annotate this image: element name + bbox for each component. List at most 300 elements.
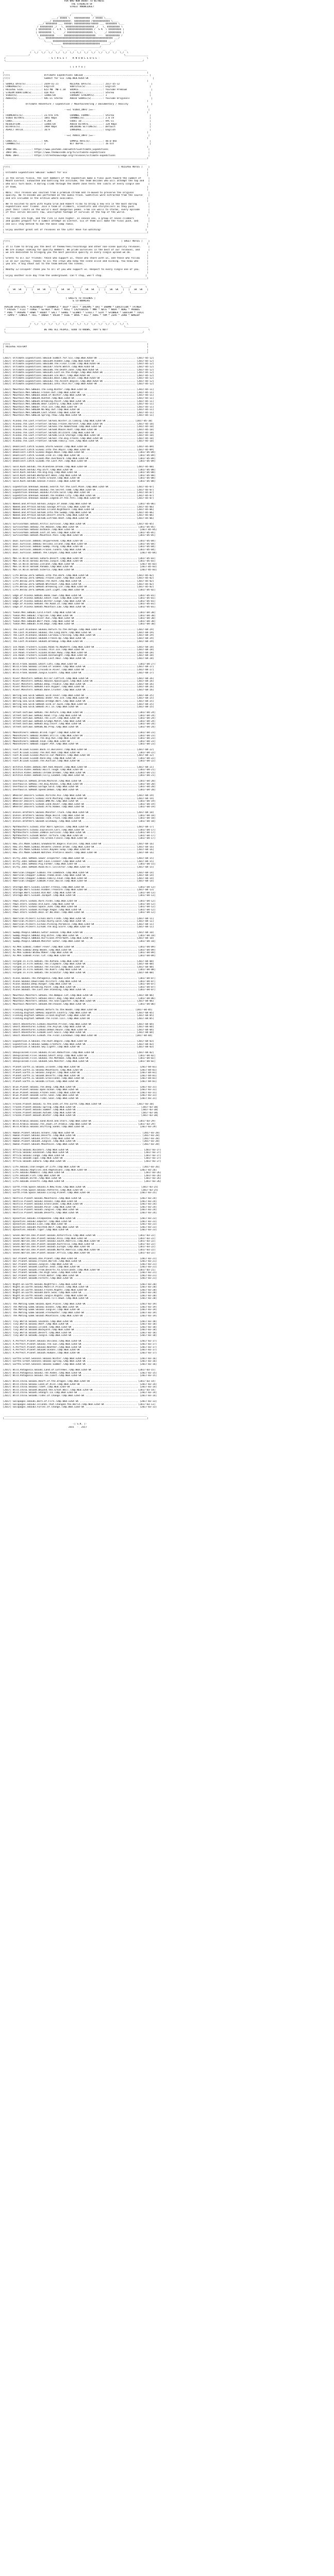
nfo-line: [2017] Unexplained.Files.S03E04.Sea.Monster.720p.WEB.x264-SK ................................. [2017-04-02] — [0, 1060, 156, 1063]
nfo-line: [2017] Our.Planet.S01E07.Fresh.Water.720p.WEB.x264-SK ......................................... [2017-03-21] — [0, 1274, 157, 1277]
nfo-line: | | — [0, 100, 148, 103]
nfo-line: [2017] Seven.Worlds.One.Planet.S01E01.Antarctica.720p.WEB.x264-SK ............................ [2017-03-22] — [0, 1234, 156, 1238]
nfo-line: [2017] Pawn.Stars.S14E04.Vintage.Vegas.720p.WEB.x264-SK ...................................... [2017-04-12] — [0, 908, 156, 911]
nfo-line: FOR WHO NOW DOUBT TO WITNESS — [0, 0, 104, 3]
nfo-line: [2017] Finding.Bigfoot.S09E03.Island.Bigfoot.720p.WEB.x264-SK ............................... [2017-04-05] — [0, 1014, 154, 1018]
nfo-line: | FRAMERATE(S).............: 23.976 FPS CHANNEL FORMAT.........: Stereo | — [0, 114, 152, 117]
nfo-line: [2017] Alaska.The.Last.Frontier.S07E02.Frozen.Harvest.720p.WEB.x264-SK ...................... [2017-05-10] — [0, 422, 154, 426]
nfo-line: | Enjoy another nice day from the underground. Can't stop, won't stop. | — [0, 274, 147, 277]
nfo-line: \________________________________________________________________________________________________/ — [0, 331, 144, 334]
nfo-line: [2017] Storage.Wars.S11E04.Jackpot.720p.WEB.x264-SK .......................................... [2017-04-13] — [0, 894, 156, 897]
nfo-line: [2017] Expedition.X.S01E01.The.Hunt.Begins.720p.WEB.x264-SK ................................. [2017-04-03] — [0, 1040, 154, 1043]
nfo-line: [2017] Gold.Rush.S07E06.Season.Finale.720p.WEB.x264-SK ....................................... [2017-05-08] — [0, 480, 156, 483]
nfo-line: [2017] Ice.Road.Truckers.S11E02.Thin.Ice.720p.WEB.x264-SK ................................... [2017-04-28] — [0, 649, 154, 652]
nfo-line: [2017] River.Monsters.S09E04.Face.Ripper.720p.WEB.x264-SK ................................... [2017-04-26] — [0, 686, 154, 689]
nfo-line: \__________/ \__________/ \__________/ \__________/ \__________/ \__________/ — [0, 291, 147, 294]
nfo-line: [2017] Overhaulin.S09E02.The.Big.Reveal.720p.WEB.x264-SK ..................................... [2017-04-20] — [0, 783, 156, 786]
nfo-line: [2017] Wild.Frank.S03E04.Jungle.Giants.720p.WEB.x264-SK ..................................... [2017-04-27] — [0, 671, 154, 674]
nfo-line: [2017] Unexplained.Files.S03E01.Alien.Abduction.720p.WEB.x264-SK ............................ [2017-04-02] — [0, 1052, 154, 1055]
nfo-line: * TEMPO * TINKER * TOLL * UNDER * VALOR * VIBE * WAVE * WIZ * XORG * YUM * ZERO * ZORB * WAKEUP — [0, 314, 140, 317]
nfo-line: [2017] Hostile.Planet.S01E06.Deserts.720p.WEB.x264-SK ......................................... [2017-03-24] — [0, 1211, 157, 1214]
nfo-line: [2017] Mountain.Men.S06E08.No.Way.Out.720p.WEB.x264-SK ...................................... [2017-05-11] — [0, 409, 154, 412]
nfo-line: [2017] Swamp.People.S08E03.Hurricane.Aftermath.720p.WEB.x264-SK ............................. [2017-04-10] — [0, 937, 154, 940]
nfo-line: | In the series finale, the last members of the expedition make a final push toward the summit of | — [0, 177, 150, 180]
nfo-line: [2017] Wild.Arabia.S01E03.Shifting.Sands.720p.WEB.x264-SK ..................................... [2017-03-29] — [0, 1126, 157, 1129]
nfo-line: [2017] Mountain.Monsters.S05E04.Hellhound.720p.WEB.x264-SK ................................... [2017-04-06] — [0, 1003, 156, 1006]
nfo-line: | We are always looking for quality members. We pride ourselves in the best of our releases, and | — [0, 248, 150, 251]
nfo-line: [2017] Moonshiners.S06E02.Hidden.Stills.720p.WEB.x264-SK ..................................... [2017-04-23] — [0, 734, 156, 737]
nfo-line: [2017] Moonshiners.S06E05.Copper.Pot.720p.WEB.x264-SK ........................................ [2017-04-23] — [0, 743, 156, 746]
nfo-line: [2017] Dirty.Jobs.S09E03.Pig.Farmer.720p.WEB.x264-SK ......................................... [2017-04-15] — [0, 863, 156, 866]
nfo-line: | we are dedicated to bringing you the best possible quality in every single upload we do. | — [0, 251, 148, 255]
nfo-line: [2017] Man.vs.Wild.S07E05.Siberia.720p.WEB.x264-SK ............................................ [2017-05-03] — [0, 568, 157, 571]
nfo-line: [2017] Deadliest.Catch.S13E02.Into.the.Abyss.720p.WEB.x264-SK ............................... [2017-05-09] — [0, 448, 154, 451]
nfo-line: [2017] Planet.Earth.II.S01E05.Grasslands.720p.WEB.x264-SK ..................................... [2017-04-01] — [0, 1077, 157, 1080]
nfo-line: [2017] Alone.S03E01.The.Patagonia.720p.WEB.x264-SK ........................................... [2017-04-07] — [0, 977, 156, 980]
nfo-line: [2017] Yukon.Men.S06E05.Sled.Dogs.720p.WEB.x264-SK ........................................... [2017-04-30] — [0, 623, 156, 626]
nfo-line: [2017] Night.on.Earth.S01E03.Frozen.Nights.720p.WEB.x264-SK ................................... [2017-03-20] — [0, 1289, 157, 1292]
nfo-line: [2017] Frozen.Planet.S01E05.Winter.720p.WEB.x264-SK ............................................ [2017-03-30] — [0, 1114, 158, 1117]
nfo-line: [2017] Fast.N.Loud.S11E05.The.Auction.720p.WEB.x264-SK ....................................... [2017-04-22] — [0, 760, 156, 763]
nfo-line: [2017] Street.Outlaws.S09E04.Grudge.Match.720p.WEB.x264-SK ................................... [2017-04-24] — [0, 720, 156, 723]
nfo-line: | Nearby 12-inlayed? Thank you to all of you who support us. Respect to every single one of you. | — [0, 268, 148, 272]
nfo-line: [2017] Dynasties.S01E04.Painted.Wolf.720p.WEB.x264-SK ......................................... [2017-03-23] — [0, 1226, 157, 1229]
nfo-line: [2017] Pawn.Stars.S14E01.Rare.Finds.720p.WEB.x264-SK ......................................... [2017-04-12] — [0, 900, 156, 903]
nfo-line: | ASPECT RATIO.............: 16:9 LANGUAGE...............: English | — [0, 128, 152, 131]
nfo-line: / \_____/ \_____/ \_____/ \_____/ \_____/ \ — [0, 285, 147, 289]
nfo-line: [2017] Africa.S01E03.Congo.720p.WEB.x264-SK ...................................................... [2017-03-27] — [0, 1154, 161, 1157]
nfo-line: [2017] Mythbusters.S15E03.Zombie.Survival.720p.WEB.x264-SK ................................... [2017-04-17] — [0, 832, 156, 835]
nfo-line: [2017] Man.vs.Wild.S07E03.Iceland.720p.WEB.x264-SK ............................................ [2017-05-03] — [0, 563, 157, 566]
nfo-line: [2017] American.Chopper.S10E02.Theme.Bike.720p.WEB.x264-SK .................................. [2017-04-14] — [0, 874, 154, 877]
nfo-line: [2017] Alaska.The.Last.Frontier.S07E05.Blizzard.720p.WEB.x264-SK ............................ [2017-05-10] — [0, 431, 154, 434]
nfo-line: [2017] Night.on.Earth.S01E04.Dark.Seas.720p.WEB.x264-SK ....................................... [2017-03-20] — [0, 1292, 157, 1295]
nfo-line: [2017] Frozen.Planet.S01E02.Spring.720p.WEB.x264-SK ............................................ [2017-03-30] — [0, 1106, 158, 1109]
nfo-line: | BITRATE(S)...............: 1969 Kbps ENCODING SETTING(S)....: Default | — [0, 126, 152, 129]
nfo-line: [2017] Man.vs.Wild.S07E01.Sahara.Desert.720p.WEB.x264-SK ..................................... [2017-05-03] — [0, 557, 156, 560]
nfo-line: [2017] Street.Outlaws.S09E03.The.List.720p.WEB.x264-SK ....................................... [2017-04-24] — [0, 717, 156, 720]
nfo-line: | SOURCE DATE(S)...........: 2oo9-o1-21 RELEASE DATE(S)........: 2o17-o5-12 | — [0, 82, 153, 86]
nfo-line: [2017] Mountain.Men.S06E03.Dead.of.Winter.720p.WEB.x264-SK .................................. [2017-05-11] — [0, 394, 154, 397]
nfo-line: [2017] Human.Planet.S01E01.Oceans.720p.WEB.x264-SK .............................................. [2017-03-28] — [0, 1131, 160, 1134]
nfo-line: [2017] Ultimate.Expeditions.S0E1E04.Ice.Wall.720p.WEB.H264-SK ............................... [2017-05-12] — [0, 374, 154, 377]
nfo-line: [2017] Wild.Frank.S03E03.Crocodile.River.720p.WEB.x264-SK ................................... [2017-04-27] — [0, 668, 154, 671]
nfo-line: [2017] Diesel.Brothers.S02E02.Mega.Build.720p.WEB.x264-SK .................................... [2017-04-18] — [0, 814, 156, 817]
nfo-line: [2017] Wild.China.S01E03.Tibet.720p.WEB.x264-SK ............................................... [2017-03-14] — [0, 1386, 157, 1389]
nfo-line: [2017] Forged.in.Fire.S04E03.The.Falcata.720p.WEB.x264-SK ................................... [2017-04-08] — [0, 965, 154, 969]
nfo-line: [2017] Alaska.The.Last.Frontier.S07E07.The.Big.Freeze.720p.WEB.x264-SK ...................... [2017-05-10] — [0, 437, 154, 440]
nfo-line: | | — [0, 168, 148, 172]
nfo-line: \________________________________________________________________________________________________/ — [0, 60, 144, 63]
nfo-line: [2017] Overhaulin.S09E03.Garage.Gold.720p.WEB.x264-SK ........................................ [2017-04-20] — [0, 786, 156, 789]
nfo-line: [2017] Street.Outlaws.S09E06.No.Prep.720p.WEB.x264-SK ........................................ [2017-04-24] — [0, 725, 156, 728]
nfo-line: [2017] Galapagos.S01E03.Forces.of.Change.720p.WEB.x264-SK ..................................... [2017-03-13] — [0, 1406, 157, 1409]
nfo-line: [2017] Pawn.Stars.S14E02.Old.Guns.720p.WEB.x264-SK ........................................... [2017-04-12] — [0, 903, 156, 906]
nfo-line: [2017] Ice.Road.Truckers.S11E05.Last.Haul.720p.WEB.x264-SK .................................. [2017-04-28] — [0, 657, 154, 660]
nfo-line: [2017] Ultimate.Expeditions.S0E1E0.Summit.for.Six.720p.WEB.H264-SK .......................... [2017-05-12] — [0, 357, 154, 360]
nfo-line: [2017] Blue.Planet.S01E01.The.Deep.720p.WEB.x264-SK ........................................... [2017-03-31] — [0, 1086, 157, 1089]
nfo-line: [2017] Life.Below.Zero.S09E04.Whiteout.720p.WEB.x264-SK ..................................... [2017-05-02] — [0, 583, 154, 586]
nfo-line: [2017] Moonshiners.S06E01.Blind.Tiger.720p.WEB.x264-SK ....................................... [2017-04-23] — [0, 732, 156, 734]
nfo-line: [2017] Wild.Patagonia.S01E01.Land.of.Extremes.720p.WEB.x264-SK ............................... [2017-03-15] — [0, 1368, 156, 1371]
nfo-line: [2017] How.Its.Made.S28E02.Helmets.Cheese.Drums.720p.WEB.x264-SK ............................ [2017-04-16] — [0, 845, 154, 849]
nfo-line: [2017] Life.Below.Zero.S09E01.Into.the.Dark.720p.WEB.x264-SK ................................ [2017-05-02] — [0, 574, 154, 577]
nfo-line: [2017] Wild.Patagonia.S01E02.The.Andes.720p.WEB.x264-SK ....................................... [2017-03-15] — [0, 1371, 157, 1375]
nfo-line: [2017] Yukon.Men.S06E02.Trapline.720p.WEB.x264-SK ............................................ [2017-04-30] — [0, 614, 156, 617]
nfo-line: [2017] Ax.Men.S10E01.Timber.Fever.720p.WEB.x264-SK ........................................... [2017-04-09] — [0, 946, 156, 949]
nfo-line: | INFO URL..........: https://www.themoviedb.org/tv/ultimate-expeditions | — [0, 151, 150, 154]
nfo-line: | one will stay behind to man the base camp radio. | — [0, 223, 148, 226]
nfo-line: | STREAM DURATION(S).......: 42m Min STREAM(S)..............: Stereo | — [0, 91, 152, 94]
nfo-line: ____/ $$$$$$$$$$$$\ $$$$$$$$$$$ /$$$$$$$$$$$$ \____ — [0, 20, 119, 23]
nfo-line: [2017] Ultimate.Expeditions.S0E1E02.The.Ascent.Begins.720p.WEB.H264-SK ...................... [2017-05-12] — [0, 380, 154, 383]
nfo-line: [2017] River.Monsters.S09E05.Bone.Crusher.720p.WEB.x264-SK .................................. [2017-04-26] — [0, 688, 154, 691]
nfo-line: [2017] Seven.Worlds.One.Planet.S01E03.South.America.720p.WEB.x264-SK ......................... [2017-03-22] — [0, 1240, 156, 1243]
nfo-line: | | — [0, 71, 148, 74]
nfo-line: [2017] Finding.Bigfoot.S09E04.The.Final.Call.720p.WEB.x264-SK ............................... [2017-04-05] — [0, 1017, 154, 1020]
nfo-line: | | — [0, 271, 148, 274]
nfo-line: [2017] Our.Planet.S01E01.One.Planet.720p.WEB.x264-SK .......................................... [2017-03-21] — [0, 1257, 157, 1260]
nfo-line: [2017] Unexplained.Files.S03E02.Ghost.Ship.720p.WEB.x264-SK .................................. [2017-04-02] — [0, 1054, 156, 1057]
nfo-line: ____________________________________________________________________________________________________ — [0, 163, 147, 166]
nfo-line: [2017] The.Last.Alaskans.S03E04.Freeze.Up.720p.WEB.x264-SK .................................. [2017-04-29] — [0, 637, 154, 640]
nfo-line: | Mount Everest. Exhausted and battling the altitude, the team decides who will attempt the top and | — [0, 180, 150, 183]
nfo-line: [2017] Ice.Road.Truckers.S11E03.Blown.Away.720p.WEB.x264-SK ................................. [2017-04-28] — [0, 651, 154, 654]
nfo-line: [2017] Gold.Rush.S07E03.The.Big.Dig.720p.WEB.x264-SK ......................................... [2017-05-08] — [0, 471, 156, 474]
nfo-line: [2017] Expedition.Unknown.S03E01.Search.for.the.Lost.Mine.720p.WEB.x264-SK .................. [2017-05-07] — [0, 485, 154, 488]
nfo-line: [2017] Dual.Survival.S08E01.Shipwrecked.720p.WEB.x264-SK ..................................... [2017-05-04] — [0, 540, 156, 543]
nfo-line: [2017] Edge.of.Alaska.S04E02.Ghost.Town.720p.WEB.x264-SK ..................................... [2017-05-01] — [0, 597, 156, 600]
nfo-line: [2017] The.Last.Alaskans.S03E03.Caribou.Crossing.720p.WEB.x264-SK ........................... [2017-04-29] — [0, 634, 154, 637]
nfo-line: [ i n f o ] — [0, 65, 86, 69]
nfo-line: ______________ — [0, 11, 92, 14]
nfo-line: [2017] A.Perfect.Planet.S01E05.Humans.720p.WEB.x264-SK ........................................ [2017-03-17] — [0, 1351, 157, 1354]
nfo-line: | --==[ VIDEO_INFO ]==-- | — [0, 108, 150, 111]
nfo-line: / - S T R E E T K N O W L E D G E - \ — [0, 57, 148, 60]
nfo-line: [2017] How.Its.Made.S28E01.Snowboards.Bagels.Violins.720p.WEB.x264-SK ....................... [2017-04-16] — [0, 843, 154, 846]
nfo-line: |____________________________________________________________________________________________________| — [0, 231, 148, 234]
nfo-line: -[ S.K. ]- — [0, 1423, 87, 1426]
nfo-line: [2017] River.Monsters.S09E02.Amazon.Apocalypse.720p.WEB.x264-SK ............................. [2017-04-26] — [0, 680, 154, 683]
nfo-line: | RELEASE SIZE.............: 623 MB MB-1.18 SOURCE.................: YouTube Premium | — [0, 88, 153, 91]
nfo-line: [ GREETS TO FRIENDS ] — [0, 297, 96, 300]
nfo-line: [2017] Human.Planet.S01E04.Jungles.720p.WEB.x264-SK ............................................. [2017-03-28] — [0, 1140, 160, 1143]
nfo-line — [0, 1432, 334, 1435]
nfo-line: | RESOLUTION...............: 1280x720 AUDIO BITRATE..........: 128 Kbps | — [0, 123, 152, 126]
nfo-line: [2017] Frozen.Planet.S01E01.To.the.Ends.of.the.Earth.720p.WEB.x264-SK ....................... [2017-03-30] — [0, 1103, 154, 1106]
nfo-line: | who will turn back. A daring climb through the death zone tests the limits of every single one | — [0, 183, 150, 185]
nfo-line: [2017] Gold.Rush.S07E01.The.Klondike.Dream.720p.WEB.x264-SK ................................. [2017-05-08] — [0, 466, 154, 469]
nfo-line: | | — [0, 243, 148, 246]
nfo-line: [2017] Bitchin.Rides.S04E04.Fully.Loaded.720p.WEB.x264-SK .................................... [2017-04-21] — [0, 774, 156, 777]
nfo-line: [2017] Alone.S03E02.Unwelcome.Visitors.720p.WEB.x264-SK ...................................... [2017-04-07] — [0, 980, 156, 983]
nfo-line: [2017] Deadliest.Catch.S13E05.Man.Overboard.720p.WEB.x264-SK ................................. [2017-05-09] — [0, 457, 156, 460]
nfo-line: [2017] Dirty.Jobs.S09E02.Bat.Cave.Cleaner.720p.WEB.x264-SK .................................. [2017-04-15] — [0, 860, 154, 863]
nfo-line: [2017] Bering.Sea.Gold.S08E02.Under.the.Ice.720p.WEB.x264-SK ................................ [2017-04-25] — [0, 697, 154, 700]
nfo-line: [2017] Alaska.The.Last.Frontier.S07E01.Winter.Is.Coming.720p.WEB.x264-SK ................... [2017-05-10] — [0, 420, 153, 423]
nfo-line: [2017] Mountain.Men.S06E04.Hunted.720p.WEB.x264-SK .......................................... [2017-05-11] — [0, 397, 154, 400]
nfo-line: [2017] Earth.From.Space.S01E01.A.New.View.720p.WEB.x264-SK ..................................... [2017-03-25] — [0, 1185, 158, 1189]
nfo-line: [2017] Expedition.Unknown.S03E04.The.Hidden.City.720p.WEB.x264-SK ........................... [2017-05-07] — [0, 494, 154, 497]
nfo-line: [2017] Pawn.Stars.S14E05.Deal.or.No.Deal.720p.WEB.x264-SK .................................... [2017-04-12] — [0, 911, 156, 914]
nfo-line: [2017] Life.Below.Zero.S09E05.Breaking.Ice.720p.WEB.x264-SK ................................. [2017-05-02] — [0, 586, 154, 589]
nfo-line: [2017] Wheeler.Dealers.S14E02.Ford.Mustang.720p.WEB.x264-SK ................................. [2017-04-19] — [0, 797, 154, 800]
nfo-line: [2017] Deadliest.Catch.S13E01.Storm.Season.720p.WEB.x264-SK ................................. [2017-05-09] — [0, 446, 154, 449]
nfo-line: & CO-WORKERS — [0, 300, 90, 303]
nfo-line: | | — [0, 189, 148, 192]
nfo-line: [2017] American.Chopper.S10E01.The.Comeback.720p.WEB.x264-SK ................................ [2017-04-14] — [0, 871, 154, 874]
nfo-line: / \_/ \_/ \_/ \_/ \_/ \_/ \_/ \_/ \_/ \_/ \_/ \_/ \_/ \ — [0, 51, 128, 54]
nfo-line: [2017] Ghost.Adventures.S14E01.Haunted.Prison.720p.WEB.x264-SK .............................. [2017-04-04] — [0, 1023, 154, 1026]
nfo-line: [2017] Ice.Road.Truckers.S11E04.Overweight.720p.WEB.x264-SK ................................. [2017-04-28] — [0, 654, 154, 657]
nfo-line: [2017] Yukon.Men.S06E01.Cold.Front.720p.WEB.x264-SK .......................................... [2017-04-30] — [0, 612, 156, 615]
nfo-line: [2017] The.Mating.Game.S01E01.Open.Plains.720p.WEB.x264-SK .................................... [2017-03-19] — [0, 1303, 157, 1306]
nfo-line: [2017] Mountain.Men.S06E09.Last.Stand.720p.WEB.x264-SK ...................................... [2017-05-11] — [0, 411, 154, 414]
nfo-line: [2017] Night.on.Earth.S01E05.Jungle.Nights.720p.WEB.x264-SK ................................... [2017-03-20] — [0, 1294, 157, 1297]
nfo-line: [2017] A.Perfect.Planet.S01E04.Oceans.720p.WEB.x264-SK ........................................ [2017-03-17] — [0, 1349, 157, 1352]
nfo-line: [2017] How.Its.Made.S28E04.Watches.Pretzels.Boots.720p.WEB.x264-SK .......................... [2017-04-16] — [0, 851, 154, 854]
nfo-line: [2017] Bitchin.Rides.S04E01.Hot.Rod.Heaven.720p.WEB.x264-SK ................................. [2017-04-21] — [0, 766, 154, 769]
nfo-line: [2017] Africa.S01E02.Savannah.720p.WEB.x264-SK ................................................... [2017-03-27] — [0, 1151, 161, 1155]
nfo-line: | VIDEO BITRATE............: 1841 Kbps CHANNEL(S).............: 2.0 ch | — [0, 117, 152, 120]
nfo-line: [2017] Tiny.World.S01E01.Savanna.720p.WEB.x264-SK ............................................. [2017-03-18] — [0, 1320, 157, 1323]
nfo-line: [2017] Blue.Planet.S01E02.Open.Ocean.720p.WEB.x264-SK ......................................... [2017-03-31] — [0, 1089, 157, 1092]
nfo-line: | | — [0, 200, 148, 203]
nfo-line: [2017] Dual.Survival.S08E05.The.Canyon.720p.WEB.x264-SK ....................................... [2017-05-04] — [0, 551, 157, 554]
nfo-line: [2017] Blue.Planet.S01E04.Coral.Seas.720p.WEB.x264-SK ......................................... [2017-03-31] — [0, 1094, 157, 1097]
nfo-line: [2017] Our.Planet.S01E08.Forests.720p.WEB.x264-SK ............................................. [2017-03-21] — [0, 1277, 157, 1280]
nfo-line: [2017] Life.Below.Zero.S09E02.Frozen.Lake.720p.WEB.x264-SK .................................. [2017-05-02] — [0, 577, 154, 580]
nfo-line: | expeditions ever filmed. Join a team of climbers, scientists and storytellers as they push | — [0, 206, 150, 209]
nfo-line: [2017] Ax.Men.S10E02.Deep.Woods.720p.WEB.x264-SK ............................................. [2017-04-09] — [0, 948, 156, 952]
nfo-line: | It is time to bring you the best of theme/reel/recordings and other non-scene quality releases. | — [0, 246, 150, 249]
nfo-line: [2017] Dynasties.S01E03.Lion.720p.WEB.x264-SK ................................................. [2017-03-23] — [0, 1223, 157, 1226]
nfo-line: [2017] The.Mating.Game.S01E05.Mountains.720p.WEB.x264-SK ...................................... [2017-03-19] — [0, 1314, 157, 1317]
nfo-line: [2017] Tiny.World.S01E03.Island.720p.WEB.x264-SK .............................................. [2017-03-18] — [0, 1326, 157, 1329]
nfo-line: [2017] Mountain.Monsters.S05E01.The.Wampus.Cat.720p.WEB.x264-SK ............................. [2017-04-06] — [0, 994, 154, 997]
nfo-line: [2017] Storage.Wars.S11E02.Hidden.Treasure.720p.WEB.x264-SK ................................. [2017-04-13] — [0, 889, 154, 892]
nfo-line: [2017] Seven.Worlds.One.Planet.S01E06.North.America.720p.WEB.x264-SK ......................... [2017-03-22] — [0, 1248, 156, 1251]
nfo-line: | | — [0, 214, 148, 217]
nfo-line: [2017] Swamp.People.S08E02.Big.Bites.720p.WEB.x264-SK ........................................ [2017-04-10] — [0, 934, 156, 937]
nfo-line: [2017] Wheeler.Dealers.S14E05.Alfa.Romeo.720p.WEB.x264-SK .................................... [2017-04-19] — [0, 806, 156, 809]
nfo-line: [2017] Night.on.Earth.S01E02.Moonlit.Plains.720p.WEB.x264-SK .................................. [2017-03-20] — [0, 1286, 157, 1289]
nfo-line: [2017] Mythbusters.S15E05.The.Grand.Finale.720p.WEB.x264-SK .................................. [2017-04-17] — [0, 837, 156, 840]
nfo-line: | and are included in the archive where available. | — [0, 197, 148, 200]
nfo-line: [2017] Gold.Rush.S07E05.Frozen.Ground.720p.WEB.x264-SK ....................................... [2017-05-08] — [0, 477, 156, 480]
nfo-line: [2017] Bering.Sea.Gold.S08E03.Dredge.Wars.720p.WEB.x264-SK .................................. [2017-04-25] — [0, 700, 154, 703]
nfo-line: [2017] River.Monsters.S09E01.Killer.Catfish.720p.WEB.x264-SK ................................ [2017-04-26] — [0, 677, 154, 680]
nfo-line: 2oo1 - 2o17 — [0, 1426, 87, 1429]
nfo-line: [2017] Finding.Bigfoot.S09E02.Squatch.Country.720p.WEB.x264-SK .............................. [2017-04-05] — [0, 1011, 154, 1014]
nfo-line: | past their limits on the world's most dangerous peaks. From ice walls to storms, every episode | — [0, 208, 150, 211]
nfo-line: [2017] Planet.Earth.II.S01E01.Islands.720p.WEB.x264-SK ........................................ [2017-04-01] — [0, 1065, 157, 1069]
nfo-line: __ __ __ __ __ __ __ __ __ __ __ __ __ __ — [0, 320, 127, 323]
nfo-line: | | — [0, 265, 148, 268]
nfo-line: [2017] Wheeler.Dealers.S14E03.BMW.M3.720p.WEB.x264-SK ........................................ [2017-04-19] — [0, 800, 156, 803]
nfo-line: \___ $$$$$$$$$$$$$$$$$$$$$$$$$$$$$$$$$$$$$$$$$$$$$$$ ___/ — [0, 37, 120, 40]
nfo-line: [2017] Alaska.The.Last.Frontier.S07E04.Moose.Hunt.720p.WEB.x264-SK .......................... [2017-05-10] — [0, 429, 154, 432]
nfo-line: [2017] Mythbusters.S15E01.Star.Wars.Special.720p.WEB.x264-SK ................................ [2017-04-17] — [0, 826, 154, 829]
nfo-line: [2017] Mountain.Monsters.S05E02.Devil.Dog.720p.WEB.x264-SK ................................... [2017-04-06] — [0, 997, 156, 1000]
nfo-line: | Enjoy another great set of releases on the 12th! Have fun watching! | — [0, 228, 147, 231]
nfo-line: |\\\\ [ GREET NOTES ] | — [0, 240, 150, 243]
nfo-line: __________ __________ __________ __________ __________ __________ — [0, 283, 146, 286]
nfo-line: [2017] Naked.and.Afraid.S07E05.Desert.Storm.720p.WEB.x264-SK ................................ [2017-05-06] — [0, 514, 154, 517]
nfo-line: __ __ __ __ __ __ __ __ __ __ __ __ __ __ — [0, 48, 127, 52]
nfo-line: [2017] Ghost.Adventures.S14E03.Demon.House.720p.WEB.x264-SK ................................. [2017-04-04] — [0, 1028, 154, 1031]
nfo-line: [2017] Storage.Wars.S11E01.Locker.Frenzy.720p.WEB.x264-SK .................................... [2017-04-13] — [0, 886, 156, 889]
nfo-line: [2017] American.Pickers.S17E03.Picking.Paradise.720p.WEB.x264-SK ............................ [2017-04-11] — [0, 923, 154, 926]
nfo-line: | | — [0, 145, 148, 148]
nfo-line: [2017] Blue.Planet.S01E05.Tidal.Seas.720p.WEB.x264-SK ......................................... [2017-03-31] — [0, 1097, 157, 1100]
nfo-line: [2017] Wild.China.S01E04.Beyond.the.Great.Wall.720p.WEB.x264-SK .............................. [2017-03-14] — [0, 1388, 156, 1392]
nfo-line: [2017] A.Perfect.Planet.S01E02.The.Sun.720p.WEB.x264-SK ....................................... [2017-03-17] — [0, 1343, 157, 1346]
nfo-line: [2017] Dynasties.S01E01.Chimpanzee.720p.WEB.x264-SK ........................................... [2017-03-23] — [0, 1217, 157, 1220]
nfo-line: [2017] Hostile.Planet.S01E01.Mountains.720p.WEB.x264-SK ....................................... [2017-03-24] — [0, 1197, 157, 1200]
nfo-line: | RELEASE HISTORY | — [0, 346, 148, 349]
nfo-line: [2017] Planet.Earth.II.S01E06.Cities.720p.WEB.x264-SK ......................................... [2017-04-01] — [0, 1080, 157, 1083]
nfo-line: |\\\\ [ RELEASE NOTES ] | — [0, 165, 150, 168]
nfo-line: [2017] River.Monsters.S09E03.Deep.Trouble.720p.WEB.x264-SK .................................. [2017-04-26] — [0, 683, 154, 686]
nfo-line: [2017] Wild.China.S01E01.Heart.of.the.Dragon.720p.WEB.x264-SK ................................ [2017-03-14] — [0, 1380, 156, 1383]
nfo-line: [2017] Wild.Arabia.S01E01.Sand.Wind.and.Stars.720p.WEB.x264-SK ............................... [2017-03-29] — [0, 1120, 156, 1123]
nfo-line: | quality. No re-encode was performed on the audio track. Subtitles were extracted from the source | — [0, 194, 150, 197]
nfo-line: [2017] Seven.Worlds.One.Planet.S01E04.Australia.720p.WEB.x264-SK ............................. [2017-03-22] — [0, 1243, 156, 1246]
nfo-line: [2017] Fast.N.Loud.S11E04.Race.Day.720p.WEB.x264-SK .......................................... [2017-04-22] — [0, 757, 156, 760]
nfo-line: STREET KNOWLEDGE? — [0, 6, 94, 9]
nfo-line: [2017] Human.Planet.S01E05.Mountains.720p.WEB.x264-SK ........................................... [2017-03-28] — [0, 1143, 160, 1146]
nfo-line: [2017] Survivorman.S05E04.Lost.at.Sea.720p.WEB.x264-SK ....................................... [2017-05-05] — [0, 531, 156, 534]
nfo-line: | | — [0, 137, 148, 140]
nfo-line: [2017] Our.Planet.S01E04.Coastal.Seas.720p.WEB.x264-SK ........................................ [2017-03-21] — [0, 1266, 157, 1269]
nfo-line: [2017] Ultimate.Expeditions.S0E1E06.The.Death.Zone.720p.WEB.H264-SK ......................... [2017-05-12] — [0, 368, 154, 371]
nfo-line: [2017] Finding.Bigfoot.S09E01.Return.to.the.Woods.720p.WEB.x264-SK ......................... [2017-04-05] — [0, 1009, 153, 1012]
nfo-line: [2017] Mountain.Men.S06E02.Frozen.Out.720p.WEB.x264-SK ...................................... [2017-05-11] — [0, 391, 154, 394]
nfo-line: [2017] Mountain.Men.S06E05.Breaking.Point.720p.WEB.x264-SK .................................. [2017-05-11] — [0, 400, 154, 403]
nfo-line: [2017] Earths.Great.Seasons.S01E03.Summer.720p.WEB.x264-SK .................................... [2017-03-16] — [0, 1363, 157, 1366]
nfo-line: [2017] Wild.Frank.S03E02.Island.of.Snakes.720p.WEB.x264-SK .................................. [2017-04-27] — [0, 666, 154, 669]
nfo-line: [2017] Mythbusters.S15E04.Water.Torture.720p.WEB.x264-SK ..................................... [2017-04-17] — [0, 834, 156, 837]
nfo-line: ____________________________________________________________________________________________________ — [0, 69, 147, 72]
nfo-line: [2017] Alaska.The.Last.Frontier.S07E06.Cold.Storage.720p.WEB.x264-SK ........................ [2017-05-10] — [0, 434, 154, 437]
nfo-line: [2017] Fast.N.Loud.S11E02.The.Rat.Rod.720p.WEB.x264-SK ....................................... [2017-04-22] — [0, 751, 156, 754]
nfo-line: [2017] Naked.and.Afraid.S07E01.Jungle.of.Doom.720p.WEB.x264-SK ............................... [2017-05-06] — [0, 503, 156, 506]
nfo-line: [2017] American.Chopper.S10E03.Family.Feud.720p.WEB.x264-SK ................................. [2017-04-14] — [0, 877, 154, 880]
nfo-line: [2017] Life.S01E04.Fish.720p.WEB.x264-SK ......................................................... [2017-03-26] — [0, 1174, 161, 1177]
nfo-line: [2017] Galapagos.S01E01.Born.of.Fire.720p.WEB.x264-SK ......................................... [2017-03-13] — [0, 1400, 157, 1403]
nfo-line: * POKE * PRAGMA * RAWR * RUDDY * SALT * SHAKE * SLUNKY * STRICT * SLAY * SPINNER * SUBTEAM * TOXIC — [0, 311, 144, 314]
nfo-line: [2017] Pawn.Stars.S14E03.Space.Junk.720p.WEB.x264-SK ......................................... [2017-04-12] — [0, 906, 156, 909]
nfo-line: | of them. | — [0, 185, 148, 189]
nfo-line: | IMDB URL..........: https://www.youtube.com/watch?v=Ultimate_Expeditions | — [0, 148, 150, 151]
nfo-line: | $$$$$$$$$ \_ _/ $$$$$$$$$$$$$$$$$$ \_ _/ $$$$$$$$$ | — [0, 31, 124, 35]
nfo-line: | and guides prepare for a summit attempt on Everest. Six of them will make the final push, and | — [0, 220, 150, 223]
nfo-line: [2017] Human.Planet.S01E03.Arctic.720p.WEB.x264-SK .............................................. [2017-03-28] — [0, 1137, 160, 1140]
nfo-line: [2017] Overhaulin.S09E01.Dream.Machine.720p.WEB.x264-SK ...................................... [2017-04-20] — [0, 780, 156, 783]
nfo-line: [2017] Dual.Survival.S08E04.Frozen.Tundra.720p.WEB.x264-SK ................................... [2017-05-04] — [0, 549, 156, 551]
nfo-line: [2017] Earth.From.Space.S01E03.Living.Planet.720p.WEB.x264-SK ................................. [2017-03-25] — [0, 1192, 157, 1195]
nfo-line: | | — [0, 226, 148, 229]
nfo-line: [2017] Life.S01E02.Reptiles.and.Amphibians.720p.WEB.x264-SK ................................... [2017-03-26] — [0, 1168, 157, 1172]
nfo-line: [2017] Wild.Patagonia.S01E03.The.Coast.720p.WEB.x264-SK ....................................... [2017-03-15] — [0, 1375, 157, 1378]
nfo-line: [2017] Expedition.X.S01E03.Sky.Lights.720p.WEB.x264-SK ...................................... [2017-04-03] — [0, 1046, 154, 1049]
nfo-line: [2017] Frozen.Planet.S01E03.Summer.720p.WEB.x264-SK ............................................ [2017-03-30] — [0, 1109, 158, 1112]
nfo-line: [2017] Tiny.World.S01E05.Desert.720p.WEB.x264-SK .............................................. [2017-03-18] — [0, 1331, 157, 1334]
nfo-line: [2017] Ghost.Adventures.S14E05.The.Final.Lockdown.720p.WEB.x264-SK ......................... [2017-04-04] — [0, 1034, 153, 1037]
nfo-line: |____________________________________________________________________________________________________| — [0, 157, 148, 160]
nfo-line: | | — [0, 111, 148, 114]
nfo-line: ________________/ \________________ — [0, 54, 148, 57]
nfo-line: [2017] Ax.Men.S10E03.Widow.Maker.720p.WEB.x264-SK ............................................ [2017-04-09] — [0, 952, 156, 955]
nfo-line: [2017] Storage.Wars.S11E03.Bid.War.720p.WEB.x264-SK .......................................... [2017-04-13] — [0, 891, 156, 894]
nfo-line: [2017] Our.Planet.S01E03.Jungles.720p.WEB.x264-SK ............................................. [2017-03-21] — [0, 1263, 157, 1266]
nfo-line: / $$$$$$$$$ _/ \_ $$$$$$$$$$$$$$$$$$$$ _/ \_ $$$$$$$$$ \ — [0, 25, 123, 28]
nfo-line: [2017] American.Pickers.S17E02.Rusty.Gold.720p.WEB.x264-SK .................................. [2017-04-11] — [0, 920, 154, 923]
nfo-line: / WE ARE ALL PEOPLE, GOOD TO KNOWS, THAT'S NOT! \ — [0, 328, 150, 331]
nfo-line: ____________________________________________________________________________________________________ — [0, 237, 147, 240]
nfo-line: [2017] Life.Below.Zero.S09E03.The.Hunt.720p.WEB.x264-SK ..................................... [2017-05-02] — [0, 580, 154, 583]
nfo-line: [2017] Dirty.Jobs.S09E01.Sewer.Inspector.720p.WEB.x264-SK ................................... [2017-04-15] — [0, 857, 154, 860]
nfo-line: [2017] Mountain.Men.S06E06.Bear.Country.720p.WEB.x264-SK .................................... [2017-05-11] — [0, 403, 154, 406]
nfo-line: [2017] Deadliest.Catch.S13E04.Iced.In.720p.WEB.x264-SK ....................................... [2017-05-09] — [0, 454, 156, 457]
nfo-line: | Ultimate Adventure / Expedition / Mountaineering / Documentary / Reality | — [0, 103, 153, 106]
nfo-line: [2017] Fast.N.Loud.S11E03.Muscle.Car.Madness.720p.WEB.x264-SK ............................... [2017-04-22] — [0, 754, 154, 757]
nfo-line: [2017] Mythbusters.S15E02.Explosive.Cars.720p.WEB.x264-SK .................................... [2017-04-17] — [0, 828, 156, 832]
nfo-line: [2017] Life.S01E05.Birds.720p.WEB.x264-SK ........................................................ [2017-03-26] — [0, 1177, 161, 1180]
nfo-line: [2017] Our.Planet.S01E06.The.High.Seas.720p.WEB.x264-SK ....................................... [2017-03-21] — [0, 1272, 157, 1275]
nfo-line: | $$$$$$$$$ / S K \ $$$$$$$$$$$$$$$$$$ / S K \ $$$$$$$$$ | — [0, 28, 124, 31]
nfo-line: THE STRENGTH OF — [0, 3, 93, 6]
nfo-line: [2017] Seven.Worlds.One.Planet.S01E02.Asia.720p.WEB.x264-SK .................................. [2017-03-22] — [0, 1237, 156, 1240]
nfo-line: [2017] Mountain.Monsters.S05E03.The.Snallygaster.720p.WEB.x264-SK ........................... [2017-04-06] — [0, 1000, 154, 1003]
nfo-line: [2017] Dynasties.S01E05.Tiger.720p.WEB.x264-SK ................................................ [2017-03-23] — [0, 1229, 157, 1232]
nfo-line: [2017] Alone.S03E04.Breaking.Point.720p.WEB.x264-SK .......................................... [2017-04-07] — [0, 986, 156, 989]
nfo-line: [2017] Tiny.World.S01E06.Jungle.720p.WEB.x264-SK .............................................. [2017-03-18] — [0, 1334, 157, 1337]
nfo-line: [2017] Yukon.Men.S06E03.River.Run.720p.WEB.x264-SK ........................................... [2017-04-30] — [0, 617, 156, 620]
nfo-line: [2017] Frozen.Planet.S01E04.Autumn.720p.WEB.x264-SK ............................................ [2017-03-30] — [0, 1111, 158, 1114]
nfo-line: [2017] Ultimate.Expeditions.S0E1E09.Hidden.Camp.720p.WEB.H264-SK ............................ [2017-05-12] — [0, 360, 154, 363]
nfo-line: [2017] Wild.Arabia.S01E02.The.Jewel.of.Arabia.720p.WEB.x264-SK ............................... [2017-03-29] — [0, 1123, 156, 1126]
nfo-line: [2017] Survivorman.S05E01.Arctic.Survival.720p.WEB.x264-SK .................................. [2017-05-05] — [0, 523, 154, 526]
nfo-line: [2017] Ultimate.Expeditions.S0E1E01.Into.Thin.Air.720p.WEB.H264-SK .......................... [2017-05-12] — [0, 383, 154, 386]
nfo-line: [2017] How.Its.Made.S28E03.Glass.Kayaks.Soap.720p.WEB.x264-SK ............................... [2017-04-16] — [0, 849, 154, 852]
nfo-line: [2017] Dirty.Jobs.S09E04.Road.Kill.Collector.720p.WEB.x264-SK ............................... [2017-04-15] — [0, 866, 154, 869]
nfo-line: | | — [0, 174, 148, 177]
nfo-line: [2017] Naked.and.Afraid.S07E02.Savage.Africa.720p.WEB.x264-SK ............................... [2017-05-06] — [0, 505, 154, 509]
nfo-line: [2017] Moonshiners.S06E04.Feud.720p.WEB.x264-SK .............................................. [2017-04-23] — [0, 740, 156, 743]
nfo-line: [2017] American.Chopper.S10E04.Final.Build.720p.WEB.x264-SK ................................. [2017-04-14] — [0, 880, 154, 883]
nfo-line: [2017] Gold.Rush.S07E02.Pay.Dirt.720p.WEB.x264-SK ............................................ [2017-05-08] — [0, 468, 156, 471]
nfo-line: [2017] Diesel.Brothers.S02E03.Tank.Truck.720p.WEB.x264-SK .................................... [2017-04-18] — [0, 817, 156, 820]
nfo-line: | | — [0, 254, 148, 257]
nfo-line: [2017] Wheeler.Dealers.S14E01.Porsche.911.720p.WEB.x264-SK .................................. [2017-04-19] — [0, 794, 154, 798]
nfo-line: | Greets to all our friends: those who support us, those who share with us, and those who follow | — [0, 257, 148, 260]
nfo-line: [2017] The.Last.Alaskans.S03E02.The.Long.Dark.720p.WEB.x264-SK .............................. [2017-04-29] — [0, 631, 154, 634]
nfo-line: [2017] Forged.in.Fire.S04E04.The.Kukri.720p.WEB.x264-SK ...................................... [2017-04-08] — [0, 969, 156, 972]
nfo-line: [2017] Fast.N.Loud.S11E01.Back.in.Business.720p.WEB.x264-SK ................................. [2017-04-22] — [0, 749, 154, 752]
nfo-line: [2017] Alaska.The.Last.Frontier.S07E03.The.Homestead.720p.WEB.x264-SK ....................... [2017-05-10] — [0, 426, 154, 429]
nfo-line: [2017] Night.on.Earth.S01E01.Nightfall.720p.WEB.x264-SK ....................................... [2017-03-20] — [0, 1283, 157, 1286]
nfo-line: | Ultimate Expeditions S0E1E0: Summit for Six | — [0, 171, 148, 174]
nfo-line: | MORE INFO.........: https://streetknowledge.org/releases/ultimate-expeditions | — [0, 154, 150, 157]
nfo-line: [2017] Bering.Sea.Gold.S08E01.Gold.Fever.720p.WEB.x264-SK ................................... [2017-04-25] — [0, 694, 154, 697]
nfo-line: \__________________________/ — [0, 45, 102, 48]
nfo-line: [2017] Bering.Sea.Gold.S08E05.All.In.720p.WEB.x264-SK ....................................... [2017-04-25] — [0, 706, 154, 709]
nfo-line: ____________________________________________________________________________________________________ — [0, 1414, 147, 1417]
nfo-line: [2017] Alone.S03E05.The.Last.One.Standing.720p.WEB.x264-SK ................................... [2017-04-07] — [0, 989, 156, 992]
nfo-line: | of this series delivers raw, unscripted footage of survival at the top of the world. | — [0, 211, 150, 214]
